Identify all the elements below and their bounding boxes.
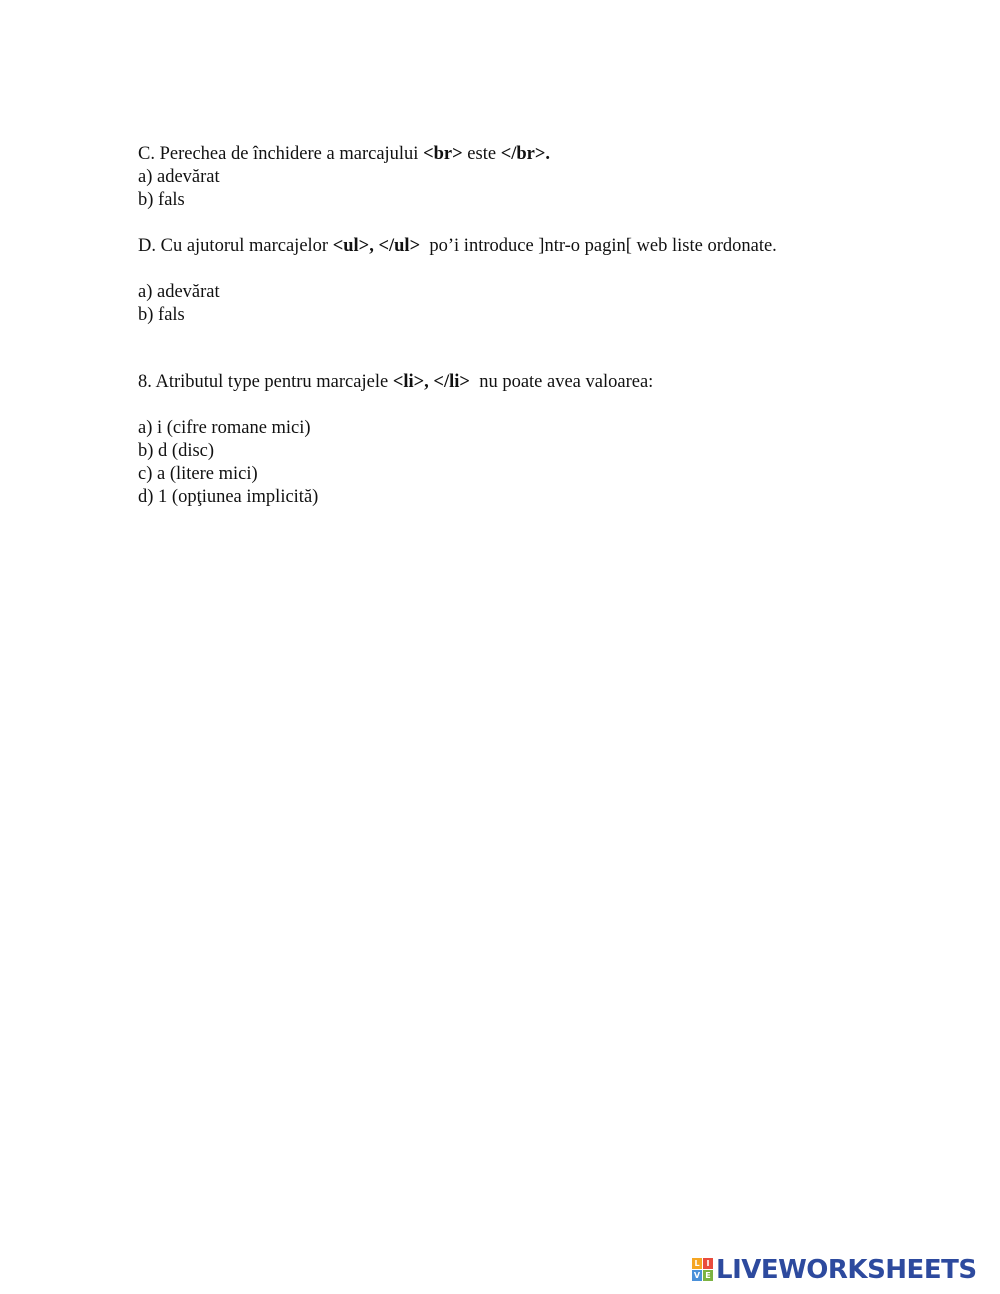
logo-tile-i: I: [703, 1258, 713, 1269]
question-c-middle: este: [462, 144, 501, 164]
question-8-suffix: nu poate avea valoarea:: [469, 372, 654, 392]
spacer: [138, 394, 898, 417]
question-8-option-b[interactable]: b) d (disc): [138, 441, 215, 461]
question-8-option-d[interactable]: d) 1 (opţiunea implicită): [138, 487, 319, 507]
spacer: [138, 212, 898, 235]
question-d-option-a[interactable]: a) adevărat: [138, 282, 220, 302]
liveworksheets-logo[interactable]: [692, 1256, 977, 1284]
question-8-option-c[interactable]: c) a (litere mici): [138, 464, 258, 484]
spacer: [138, 327, 898, 371]
logo-text: LIVEWORKSHEETS: [716, 1255, 977, 1285]
logo-tile-v: V: [693, 1270, 701, 1280]
question-d-option-b[interactable]: b) fals: [138, 305, 185, 325]
question-8-option-a[interactable]: a) i (cifre romane mici): [138, 418, 311, 438]
question-c-option-a[interactable]: a) adevărat: [138, 167, 220, 187]
spacer: [138, 258, 898, 281]
question-c-tag-close: </br>.: [500, 144, 551, 164]
logo-tile-l: L: [692, 1258, 702, 1269]
logo-mark-icon: [692, 1258, 713, 1282]
question-c-tag-open: <br>: [423, 144, 463, 164]
worksheet-content: [138, 143, 898, 509]
question-c-option-b[interactable]: b) fals: [138, 190, 185, 210]
question-8-tags: <li>, </li>: [392, 372, 470, 392]
logo-tile-e: E: [703, 1270, 713, 1281]
question-8-text: [138, 371, 898, 394]
question-c-prefix: C. Perechea de închidere a marcajului: [138, 144, 424, 164]
question-d-prefix: D. Cu ajutorul marcajelor: [138, 236, 333, 256]
question-d-tags: <ul>, </ul>: [332, 236, 421, 256]
question-d-suffix: po’i introduce ]ntr-o pagin[ web liste ordonate.: [420, 236, 777, 256]
question-d-text: [138, 235, 898, 258]
question-8-prefix: 8. Atributul type pentru marcajele: [138, 372, 393, 392]
question-c-text: [138, 143, 898, 166]
